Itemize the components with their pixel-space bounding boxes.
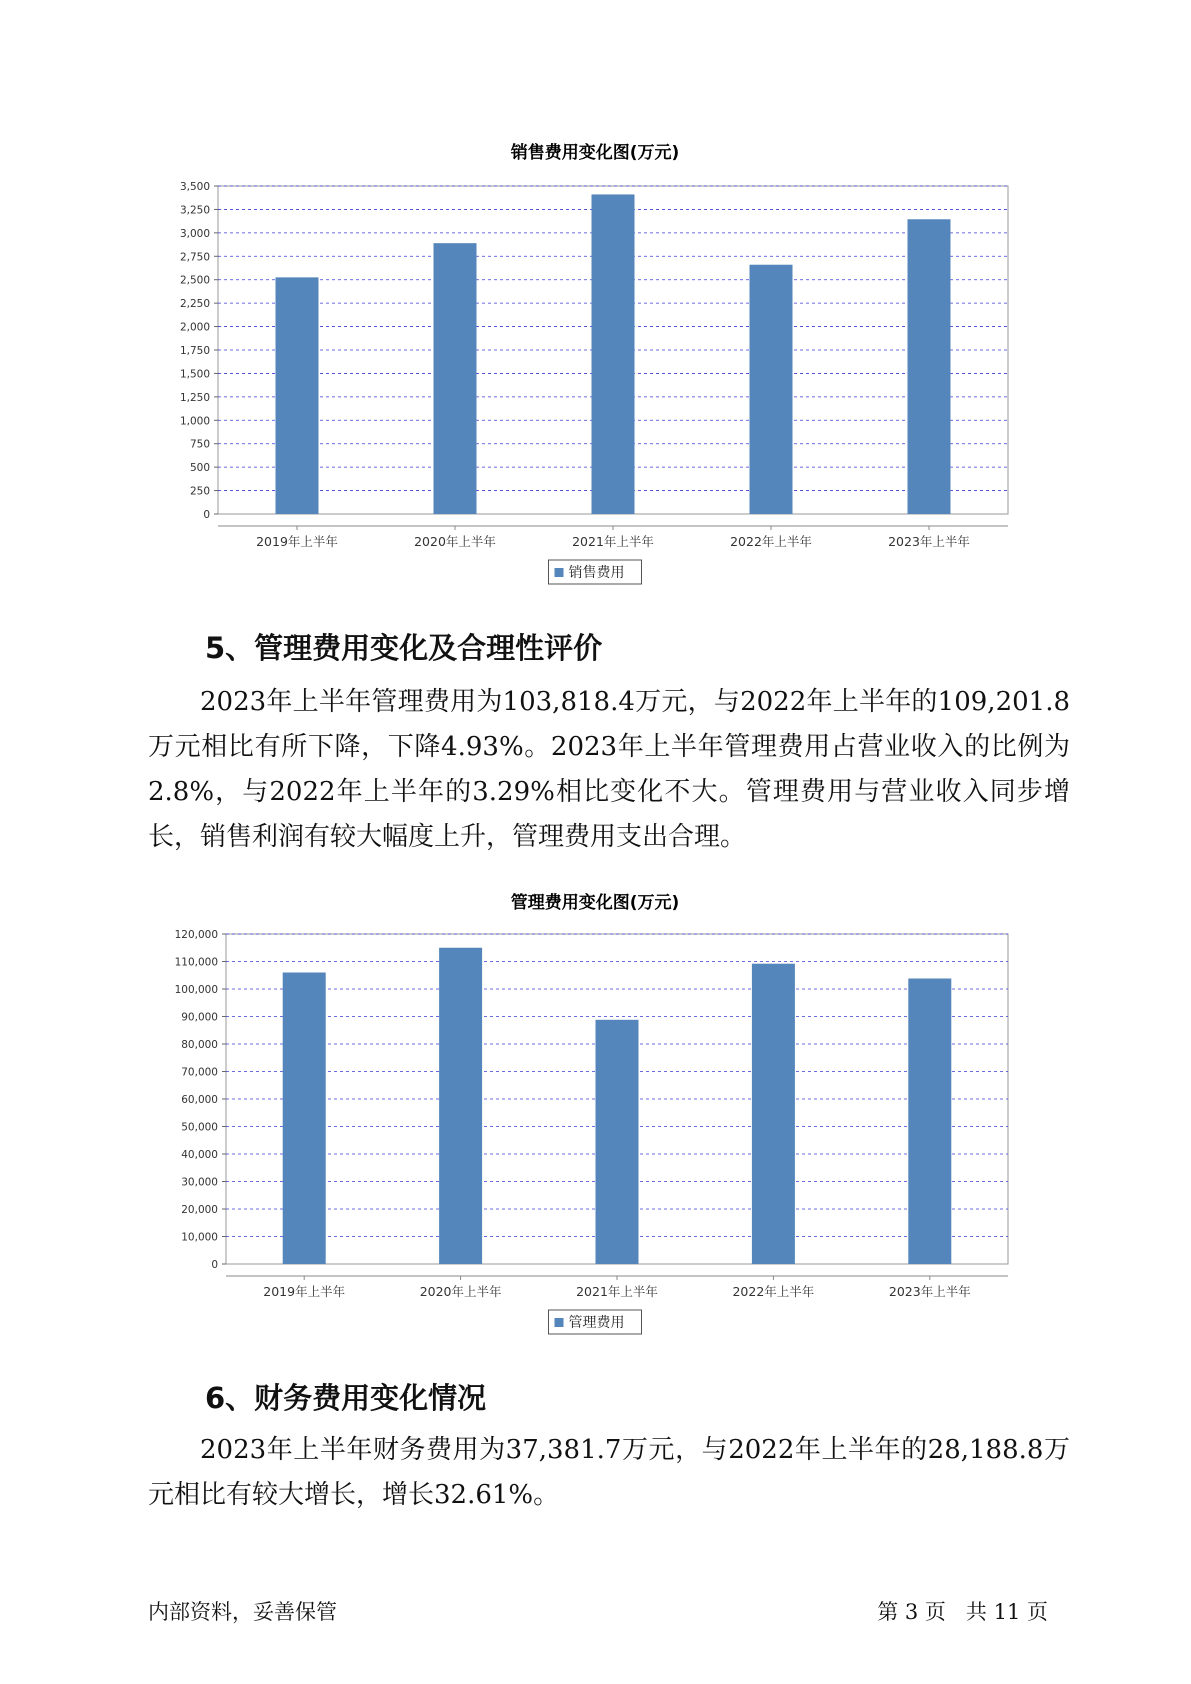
y-tick-label: 70,000 (181, 1066, 218, 1079)
y-tick-label: 1,750 (179, 345, 210, 357)
footer-confidential: 内部资料，妥善保管 (148, 1600, 337, 1624)
section-heading-6: 6、财务费用变化情况 (205, 1381, 487, 1415)
bar (752, 964, 795, 1264)
footer-page-number: 第 3 页 共 11 页 (877, 1600, 1048, 1624)
x-tick-label: 2020年上半年 (414, 534, 496, 549)
section-paragraph-5 (148, 680, 1070, 860)
y-tick-label: 2,250 (179, 298, 210, 311)
chart-title: 管理费用变化图(万元) (510, 893, 680, 913)
y-tick-label: 2,750 (179, 251, 210, 264)
chart-legend (549, 560, 642, 584)
x-tick-label: 2019年上半年 (263, 1284, 346, 1299)
section-heading-5: 5、管理费用变化及合理性评价 (205, 631, 603, 665)
bar (596, 1020, 639, 1264)
x-tick-label: 2022年上半年 (730, 534, 812, 549)
y-tick-label: 2,500 (179, 274, 210, 287)
y-tick-label: 1,000 (179, 415, 210, 428)
y-tick-label: 1,250 (179, 391, 210, 404)
x-tick-label: 2023年上半年 (888, 534, 970, 549)
y-tick-label: 500 (189, 462, 210, 475)
y-tick-label: 120,000 (174, 929, 218, 941)
y-tick-label: 50,000 (181, 1121, 218, 1134)
x-tick-label: 2021年上半年 (572, 534, 654, 549)
y-tick-label: 40,000 (181, 1149, 218, 1161)
x-tick-label: 2022年上半年 (732, 1284, 815, 1299)
legend-label: 管理费用 (568, 1315, 625, 1331)
bar (276, 277, 319, 514)
legend-swatch (555, 1318, 564, 1327)
y-tick-label: 0 (203, 509, 210, 521)
y-tick-label: 90,000 (181, 1011, 218, 1024)
x-tick-label: 2023年上半年 (888, 1284, 971, 1299)
bar (750, 265, 793, 514)
x-tick-label: 2019年上半年 (256, 534, 338, 549)
y-tick-label: 0 (211, 1259, 218, 1271)
y-tick-label: 3,000 (179, 227, 210, 240)
y-tick-label: 750 (189, 438, 210, 451)
section-paragraph-5-text: 2023年上半年管理费用为103,818.4万元，与2022年上半年的109,201.8万元相比有所下降，下降4.93%。2023年上半年管理费用占营业收入的比例为2.8%，与2022年上半年的3.29%相比变化不大。管理费用与营业收入同步增长，销售利润有较大幅度上升，管理费用支出合理。 (148, 687, 1070, 852)
section-paragraph-6 (148, 1428, 1070, 1518)
sales-expense-chart-svg (0, 130, 1191, 590)
bar (908, 978, 951, 1264)
y-tick-label: 3,500 (179, 181, 210, 193)
legend-swatch (555, 568, 564, 577)
section-paragraph-6-text: 2023年上半年财务费用为37,381.7万元，与2022年上半年的28,188.8万元相比有较大增长，增长32.61%。 (148, 1435, 1070, 1510)
x-tick-label: 2021年上半年 (576, 1284, 658, 1299)
admin-expense-chart-svg (0, 880, 1191, 1340)
y-tick-label: 110,000 (174, 956, 218, 969)
bar (434, 243, 477, 514)
bar (592, 194, 635, 514)
y-tick-label: 250 (189, 485, 210, 498)
sales-expense-chart (0, 130, 1191, 590)
y-tick-label: 10,000 (181, 1231, 218, 1244)
chart-legend (549, 1310, 642, 1334)
y-tick-label: 100,000 (174, 984, 218, 996)
admin-expense-chart (0, 880, 1191, 1340)
bar (439, 948, 482, 1264)
bar (908, 219, 951, 514)
x-tick-label: 2020年上半年 (419, 1284, 502, 1299)
chart-title: 销售费用变化图(万元) (510, 143, 680, 163)
y-tick-label: 80,000 (181, 1039, 218, 1051)
legend-label: 销售费用 (568, 565, 625, 581)
y-tick-label: 1,500 (179, 368, 210, 381)
y-tick-label: 3,250 (179, 204, 210, 217)
y-tick-label: 30,000 (181, 1176, 218, 1189)
y-tick-label: 2,000 (179, 321, 210, 334)
y-tick-label: 20,000 (181, 1204, 218, 1216)
bar (283, 973, 326, 1265)
y-tick-label: 60,000 (181, 1094, 218, 1106)
